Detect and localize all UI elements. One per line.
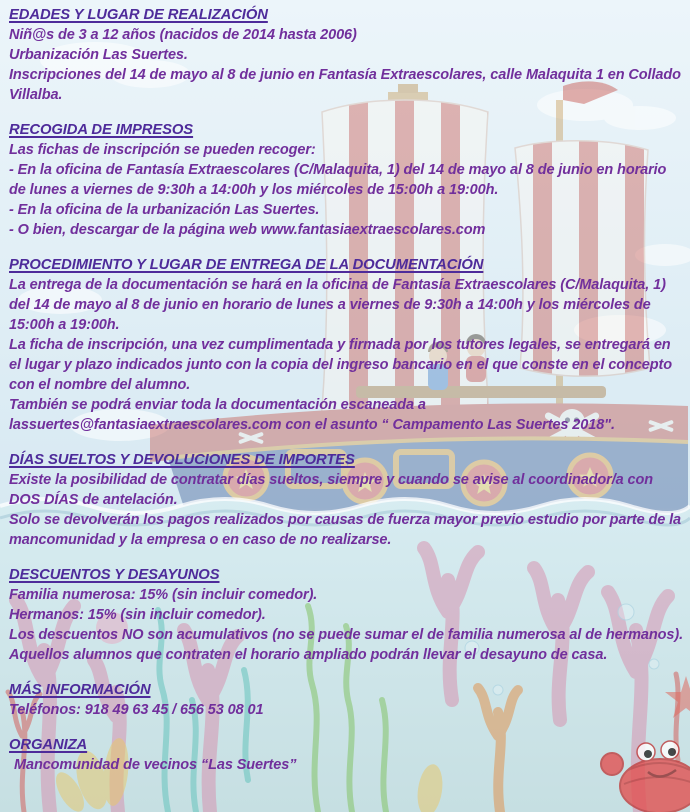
section-mas-informacion [9, 680, 685, 720]
section-heading: EDADES Y LUGAR DE REALIZACIÓN [9, 7, 268, 23]
paragraph: Hermanos: 15% (sin incluir comedor). [9, 607, 266, 623]
section-heading: ORGANIZA [9, 737, 88, 753]
paragraph: Las fichas de inscripción se pueden recoger: [9, 142, 316, 158]
section-heading: PROCEDIMIENTO Y LUGAR DE ENTREGA DE LA DOCUMENTACIÓN [9, 257, 484, 273]
paragraph: - En la oficina de Fantasía Extraescolares (C/Malaquita, 1) del 14 de mayo al 8 de junio en horario de lunes a viernes de 9:30h a 14:00h y los miércoles de 15:00h a 19:00h. [9, 162, 667, 198]
section-procedimiento-entrega-documentacion [9, 255, 685, 435]
section-dias-sueltos-y-devoluciones [9, 450, 685, 550]
section-heading: DESCUENTOS Y DESAYUNOS [9, 567, 220, 583]
paragraph: Mancomunidad de vecinos “Las Suertes” [14, 757, 297, 773]
paragraph: Familia numerosa: 15% (sin incluir comedor). [9, 587, 318, 603]
paragraph: También se podrá enviar toda la documentación escaneada a [9, 397, 426, 413]
section-edades-y-lugar-de-realizacion [9, 5, 685, 105]
paragraph: Urbanización Las Suertes. [9, 47, 188, 63]
section-heading: MÁS INFORMACIÓN [9, 682, 151, 698]
paragraph: Niñ@s de 3 a 12 años (nacidos de 2014 hasta 2006) [9, 27, 357, 43]
paragraph: La ficha de inscripción, una vez cumplimentada y firmada por los tutores legales, se entregará en el lugar y plazo indicados junto con la copia del ingreso bancario en el que conste en el concepto con el nombre del alumno. [9, 337, 672, 393]
section-organiza [9, 735, 685, 775]
paragraph: - O bien, descargar de la página web www.fantasiaextraescolares.com [9, 222, 486, 238]
paragraph: Inscripciones del 14 de mayo al 8 de junio en Fantasía Extraescolares, calle Malaquita 1 en Collado Villalba. [9, 67, 681, 103]
paragraph: Existe la posibilidad de contratar días sueltos, siempre y cuando se avise al coordinador/a con DOS DÍAS de antelación. [9, 472, 654, 508]
paragraph: La entrega de la documentación se hará en la oficina de Fantasía Extraescolares (C/Malaquita, 1) del 14 de mayo al 8 de junio en horario de lunes a viernes de 9:30h a 14:00h y los miércoles de 15:00h a 19:00h. [9, 277, 666, 333]
paragraph: Solo se devolverán los pagos realizados por causas de fuerza mayor previo estudio por parte de la mancomunidad y la empresa o en caso de no realizarse. [9, 512, 682, 548]
paragraph: Los descuentos NO son acumulativos (no se puede sumar el de familia numerosa al de hermanos). [9, 627, 683, 643]
section-recogida-de-impresos [9, 120, 685, 240]
paragraph: lassuertes@fantasiaextraescolares.com con el asunto “ Campamento Las Suertes 2018". [9, 417, 615, 433]
paragraph: Teléfonos: 918 49 63 45 / 656 53 08 01 [9, 702, 264, 718]
section-heading: DÍAS SUELTOS Y DEVOLUCIONES DE IMPORTES [9, 452, 355, 468]
paragraph: - En la oficina de la urbanización Las Suertes. [9, 202, 320, 218]
section-heading: RECOGIDA DE IMPRESOS [9, 122, 194, 138]
paragraph: Aquellos alumnos que contraten el horario ampliado podrán llevar el desayuno de casa. [9, 647, 608, 663]
section-descuentos-y-desayunos [9, 565, 685, 665]
